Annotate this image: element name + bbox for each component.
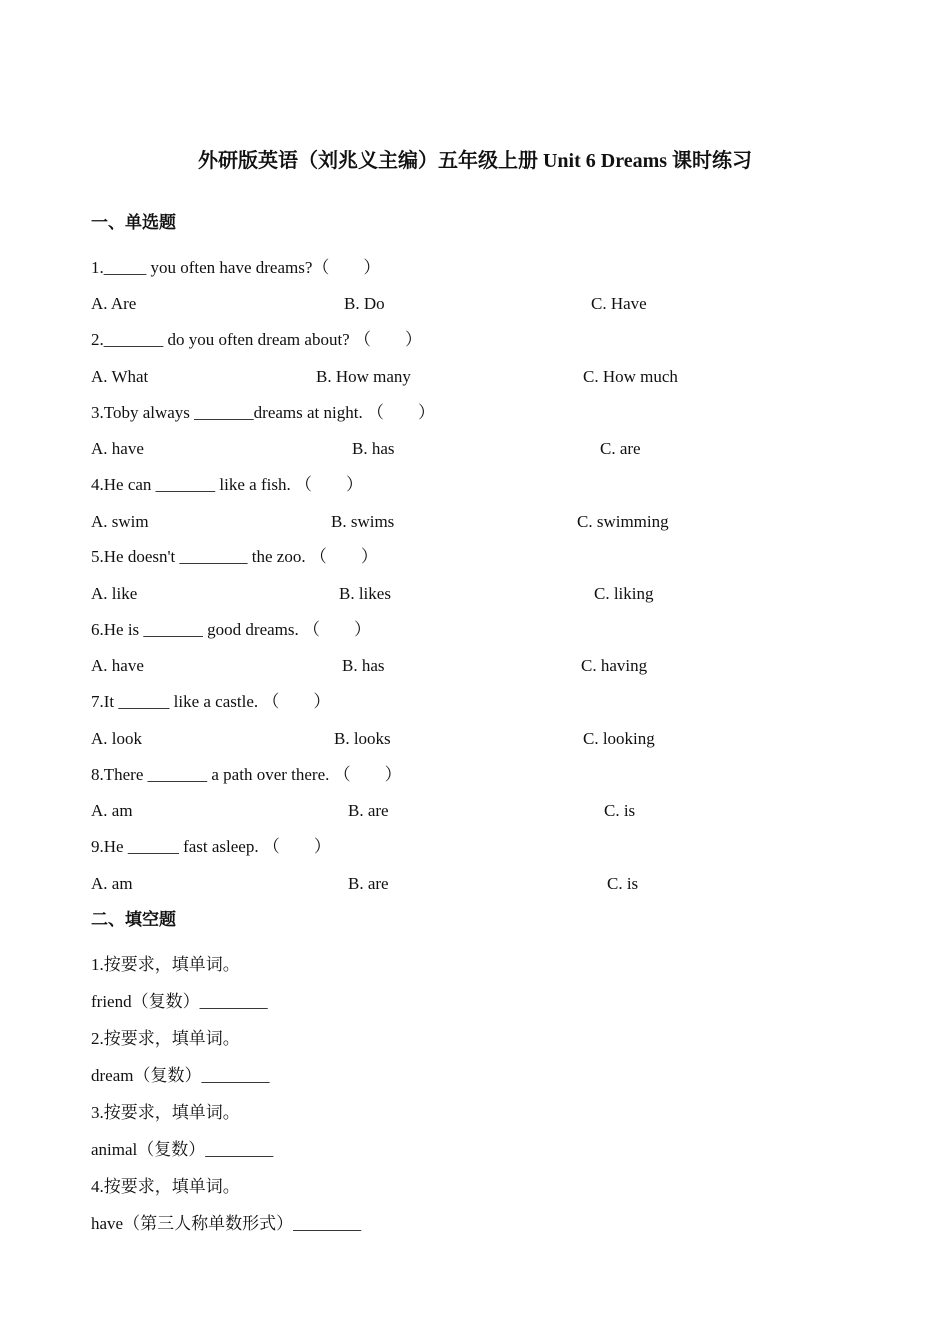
option-b: B. has (342, 656, 385, 675)
option-a: A. What (91, 367, 149, 386)
question-options-1 (0, 294, 950, 314)
question-stem-7: 7.It ______ like a castle. （ ） (91, 692, 331, 711)
question-options-3 (0, 439, 950, 459)
option-a: A. am (91, 874, 133, 893)
option-c: C. are (600, 439, 641, 458)
question-options-7 (0, 729, 950, 749)
question-stem-6: 6.He is _______ good dreams. （ ） (91, 620, 372, 639)
question-stem-8: 8.There _______ a path over there. （ ） (91, 765, 402, 784)
option-c: C. swimming (577, 512, 669, 531)
question-options-4 (0, 512, 950, 532)
option-a: A. look (91, 729, 142, 748)
option-a: A. Are (91, 294, 137, 313)
option-a: A. swim (91, 512, 149, 531)
page-title: 外研版英语（刘兆义主编）五年级上册 Unit 6 Dreams 课时练习 (197, 150, 753, 172)
option-c: C. is (604, 801, 636, 820)
fill-prompt-1: 1.按要求，填单词。 (91, 955, 240, 974)
option-b: B. looks (334, 729, 391, 748)
option-b: B. likes (339, 584, 391, 603)
option-a: A. like (91, 584, 138, 603)
option-c: C. Have (591, 294, 647, 313)
option-b: B. swims (331, 512, 395, 531)
option-a: A. am (91, 801, 133, 820)
question-options-2 (0, 367, 950, 387)
question-options-5 (0, 584, 950, 604)
question-stem-4: 4.He can _______ like a fish. （ ） (91, 475, 363, 494)
fill-prompt-4: 4.按要求，填单词。 (91, 1177, 240, 1196)
option-b: B. are (348, 874, 389, 893)
fill-prompt-2: 2.按要求，填单词。 (91, 1029, 240, 1048)
question-stem-2: 2._______ do you often dream about? （ ） (91, 330, 422, 349)
option-b: B. are (348, 801, 389, 820)
section-heading-single-choice: 一、单选题 (91, 213, 176, 232)
question-stem-9: 9.He ______ fast asleep. （ ） (91, 837, 331, 856)
fill-answer-line-1: friend（复数）________ (91, 992, 268, 1011)
option-a: A. have (91, 656, 144, 675)
option-c: C. is (607, 874, 639, 893)
fill-prompt-3: 3.按要求，填单词。 (91, 1103, 240, 1122)
question-options-8 (0, 801, 950, 821)
option-c: C. having (581, 656, 648, 675)
question-stem-5: 5.He doesn't ________ the zoo. （ ） (91, 547, 378, 566)
question-stem-3: 3.Toby always _______dreams at night. （ ） (91, 403, 435, 422)
section-heading-fill-blank: 二、填空题 (91, 910, 176, 929)
option-c: C. looking (583, 729, 655, 748)
fill-answer-line-2: dream（复数）________ (91, 1066, 270, 1085)
question-stem-1: 1._____ you often have dreams?（ ） (91, 258, 381, 277)
option-b: B. How many (316, 367, 411, 386)
option-c: C. How much (583, 367, 678, 386)
fill-answer-line-4: have（第三人称单数形式）________ (91, 1214, 362, 1233)
option-b: B. Do (344, 294, 385, 313)
option-a: A. have (91, 439, 144, 458)
option-b: B. has (352, 439, 395, 458)
question-options-9 (0, 874, 950, 894)
fill-answer-line-3: animal（复数）________ (91, 1140, 274, 1159)
question-options-6 (0, 656, 950, 676)
option-c: C. liking (594, 584, 654, 603)
